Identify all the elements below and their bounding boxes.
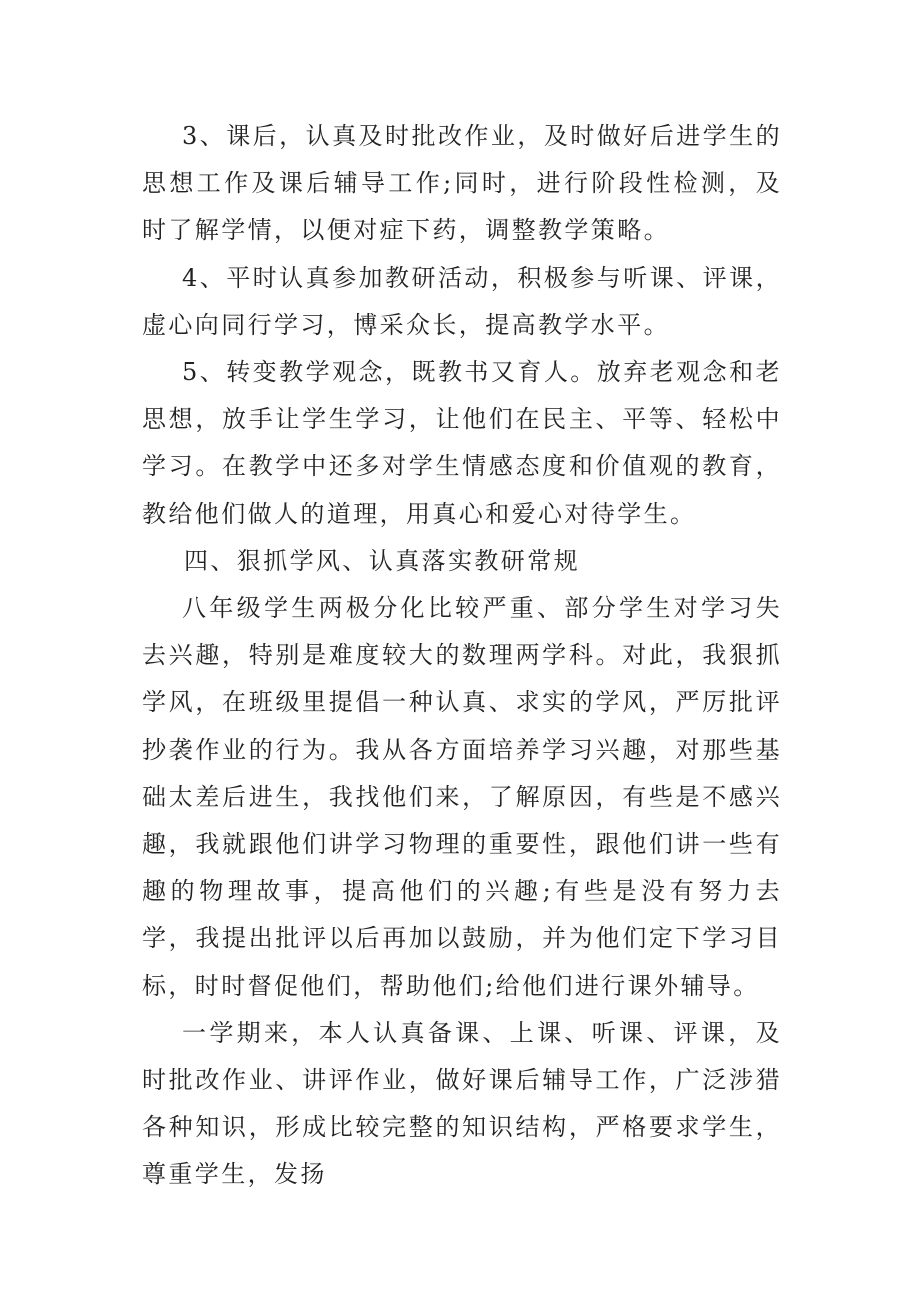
paragraph-teaching-concept: 5、转变教学观念，既教书又育人。放弃老观念和老思想，放手让学生学习，让他们在民主、平等、轻松中学习。在教学中还多对学生情感态度和价值观的教育，教给他们做人的道理，用真心和爱心对待学生。 bbox=[142, 358, 782, 528]
paragraph-grade-eight-students: 八年级学生两极分化比较严重、部分学生对学习失去兴趣，特别是难度较大的数理两学科。对此，我狠抓学风，在班级里提倡一种认真、求实的学风，严厉批评抄袭作业的行为。我从各方面培养学习兴趣，对那些基础太差后进生，我找他们来，了解原因，有些是不感兴趣，我就跟他们讲学习物理的重要性，跟他们讲一些有趣的物理故事，提高他们的兴趣;有些是没有努力去学，我提出批评以后再加以鼓励，并为他们定下学习目标，时时督促他们，帮助他们;给他们进行课外辅导。 bbox=[142, 594, 782, 1000]
paragraph-teaching-research: 4、平时认真参加教研活动，积极参与听课、评课，虚心向同行学习，博采众长，提高教学水平。 bbox=[142, 263, 782, 339]
paragraph-semester-summary: 一学期来，本人认真备课、上课、听课、评课，及时批改作业、讲评作业，做好课后辅导工作，广泛涉猎各种知识，形成比较完整的知识结构，严格要求学生，尊重学生，发扬 bbox=[142, 1018, 782, 1189]
section-heading-study-style: 四、狠抓学风、认真落实教研常规 bbox=[184, 546, 580, 575]
document-body bbox=[142, 113, 782, 1199]
paragraph-after-class-work: 3、课后，认真及时批改作业，及时做好后进学生的思想工作及课后辅导工作;同时，进行阶段性检测，及时了解学情，以便对症下药，调整教学策略。 bbox=[142, 122, 782, 245]
